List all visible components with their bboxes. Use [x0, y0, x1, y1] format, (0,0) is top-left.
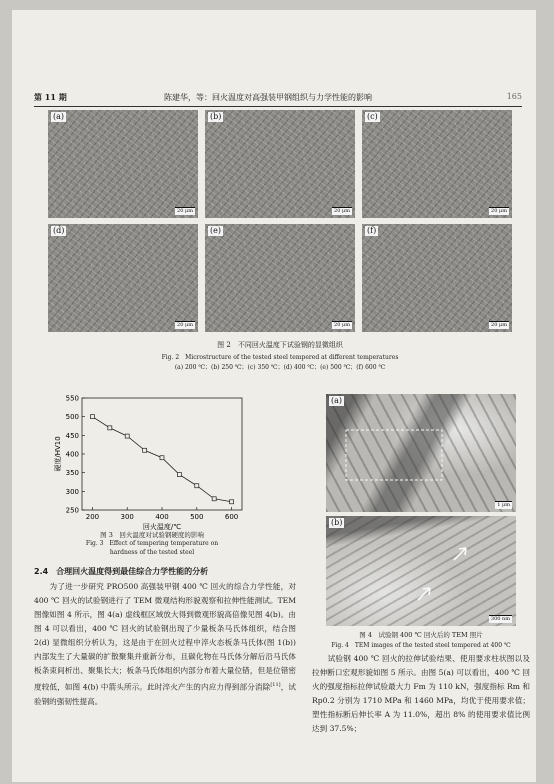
- x-tick-label: 500: [190, 513, 204, 521]
- data-point-450: [177, 473, 181, 477]
- caption-en-line2: hardness of the tested steel: [109, 549, 195, 556]
- micrograph-f: [362, 224, 512, 332]
- figure-2-micrographs: [48, 110, 512, 334]
- y-tick-label: 350: [65, 469, 79, 478]
- caption-cn: 图 2 不同回火温度下试验钢的显微组织: [217, 341, 343, 349]
- y-tick-label: 450: [65, 431, 79, 440]
- panel-label: (e): [210, 226, 221, 235]
- data-point-350: [143, 448, 147, 452]
- hardness-chart: [52, 392, 252, 532]
- micrograph-a: [48, 110, 198, 218]
- data-point-400: [160, 456, 164, 460]
- panel-label: (a): [53, 112, 65, 121]
- page-number: 165: [506, 92, 522, 101]
- panel-label: (c): [367, 112, 378, 121]
- y-tick-label: 250: [65, 506, 79, 515]
- issue-number: 第 11 期: [34, 92, 67, 102]
- plot-frame: [82, 398, 242, 510]
- dashed-box-overlay: [326, 394, 516, 512]
- data-point-200: [90, 415, 94, 419]
- panel-label: (b): [331, 518, 343, 527]
- x-tick-label: 600: [224, 513, 239, 521]
- scale-bar: 20 μm: [334, 322, 350, 328]
- data-point-600: [230, 500, 234, 504]
- arrow-icon: [418, 588, 430, 600]
- scale-bar: 20 μm: [334, 208, 350, 214]
- panel-label: (f): [367, 226, 377, 235]
- citation: [11]: [270, 682, 281, 688]
- caption-cn: 图 3 回火温度对试验钢硬度的影响: [100, 531, 204, 539]
- micrograph-e: [205, 224, 355, 332]
- caption-cn: 图 4 试验钢 400 ℃ 回火后的 TEM 照片: [359, 631, 483, 639]
- micrograph-c: [362, 110, 512, 218]
- section-heading: 2.4 合理回火温度得到最佳综合力学性能的分析: [34, 567, 209, 576]
- tem-image-a: [326, 394, 516, 512]
- caption-en: Fig. 4 TEM images of the tested steel tempered at 400 ℃: [331, 642, 511, 649]
- body-paragraph-right: 试验钢 400 ℃ 回火的拉伸试验结果、使用要求柱状图以及拉伸断口宏观形貌如图 5 所示。由图 5(a) 可以看出，400 ℃ 回火的强度指标拉伸试验最大力 Fm 为 110 kN，强度指标 Rm 和 Rp0.2 分别为 1710 MPa 和 1460 MPa，均优于使用要求值；塑性指标断后伸长率 A 为 11.0%，超出 8% 的使用要求值比例达到 37.5%；: [312, 654, 530, 733]
- y-axis-label: 硬度/HV10: [54, 436, 62, 472]
- x-tick-label: 300: [120, 513, 134, 521]
- panel-label: (b): [210, 112, 222, 121]
- scale-bar: 300 nm: [490, 616, 510, 622]
- caption-en: Fig. 2 Microstructure of the tested steel tempered at different temperatures: [161, 354, 399, 361]
- body-paragraph-left: [34, 580, 296, 709]
- y-tick-label: 500: [65, 413, 79, 422]
- running-header: [34, 90, 522, 107]
- scale-bar: 20 μm: [491, 322, 507, 328]
- micrograph-b: [205, 110, 355, 218]
- scale-bar: 20 μm: [177, 322, 193, 328]
- journal-page: [12, 10, 536, 782]
- hardness-chart-svg: [52, 392, 252, 532]
- data-point-300: [125, 434, 129, 438]
- running-title: 陈建华，等：回火温度对高强装甲钢组织与力学性能的影响: [164, 93, 372, 102]
- scale-bar: 1 μm: [497, 502, 510, 508]
- panel-label: (d): [53, 226, 65, 235]
- panel-label: (a): [331, 396, 343, 405]
- data-point-550: [212, 497, 216, 501]
- caption-en-detail: (a) 200 ℃；(b) 250 ℃；(c) 350 ℃；(d) 400 ℃；(e) 500 ℃；(f) 600 ℃: [174, 364, 386, 371]
- figure-2-caption: [36, 340, 524, 371]
- x-tick-label: 400: [155, 513, 169, 521]
- tem-image-b: [326, 516, 516, 626]
- y-tick-label: 300: [65, 487, 79, 496]
- scale-bar: 20 μm: [177, 208, 193, 214]
- x-axis-label: 回火温度/℃: [142, 523, 182, 531]
- data-point-500: [195, 484, 199, 488]
- micrograph-d: [48, 224, 198, 332]
- y-tick-label: 550: [65, 394, 79, 403]
- figure-4-caption: [312, 630, 530, 649]
- x-tick-label: 200: [85, 513, 100, 521]
- paragraph-text: 为了进一步研究 PRO500 高强装甲钢 400 ℃ 回火的综合力学性能，对 400 ℃ 回火的试验钢进行了 TEM 微观结构形貌观察和拉伸性能测试。TEM 图像如图 4 所示，图 4(a) 虚线框区域放大得到微观形貌高倍像见图 4(b)。由图 4 可以看出，400 ℃ 回火的试验钢出现了少量板条马氏体组织，结合图 2(d) 显微组织分析认为，这是由于在回火过程中淬火态板条马氏体(图 1(b))内部发生了大量碳的扩散聚集并重新分布，且碳化物在马氏体分解后沿马氏体板条束间析出、聚集长大；板条马氏体组织内部分布着大量位错，但是位错密度较低，如图 4(b) 中箭头所示。此时淬火产生的内应力得到部分消除: [34, 582, 296, 692]
- caption-en-line1: Fig. 3 Effect of tempering temperature on: [85, 540, 219, 547]
- dislocation-arrows: [326, 516, 516, 626]
- y-tick-label: 400: [65, 450, 79, 459]
- figure-3-caption: [52, 530, 252, 557]
- data-point-250: [108, 426, 112, 430]
- paragraph-text-end: ，试验钢的强韧性提高。: [34, 682, 296, 706]
- scale-bar: 20 μm: [491, 208, 507, 214]
- arrow-icon: [454, 548, 466, 560]
